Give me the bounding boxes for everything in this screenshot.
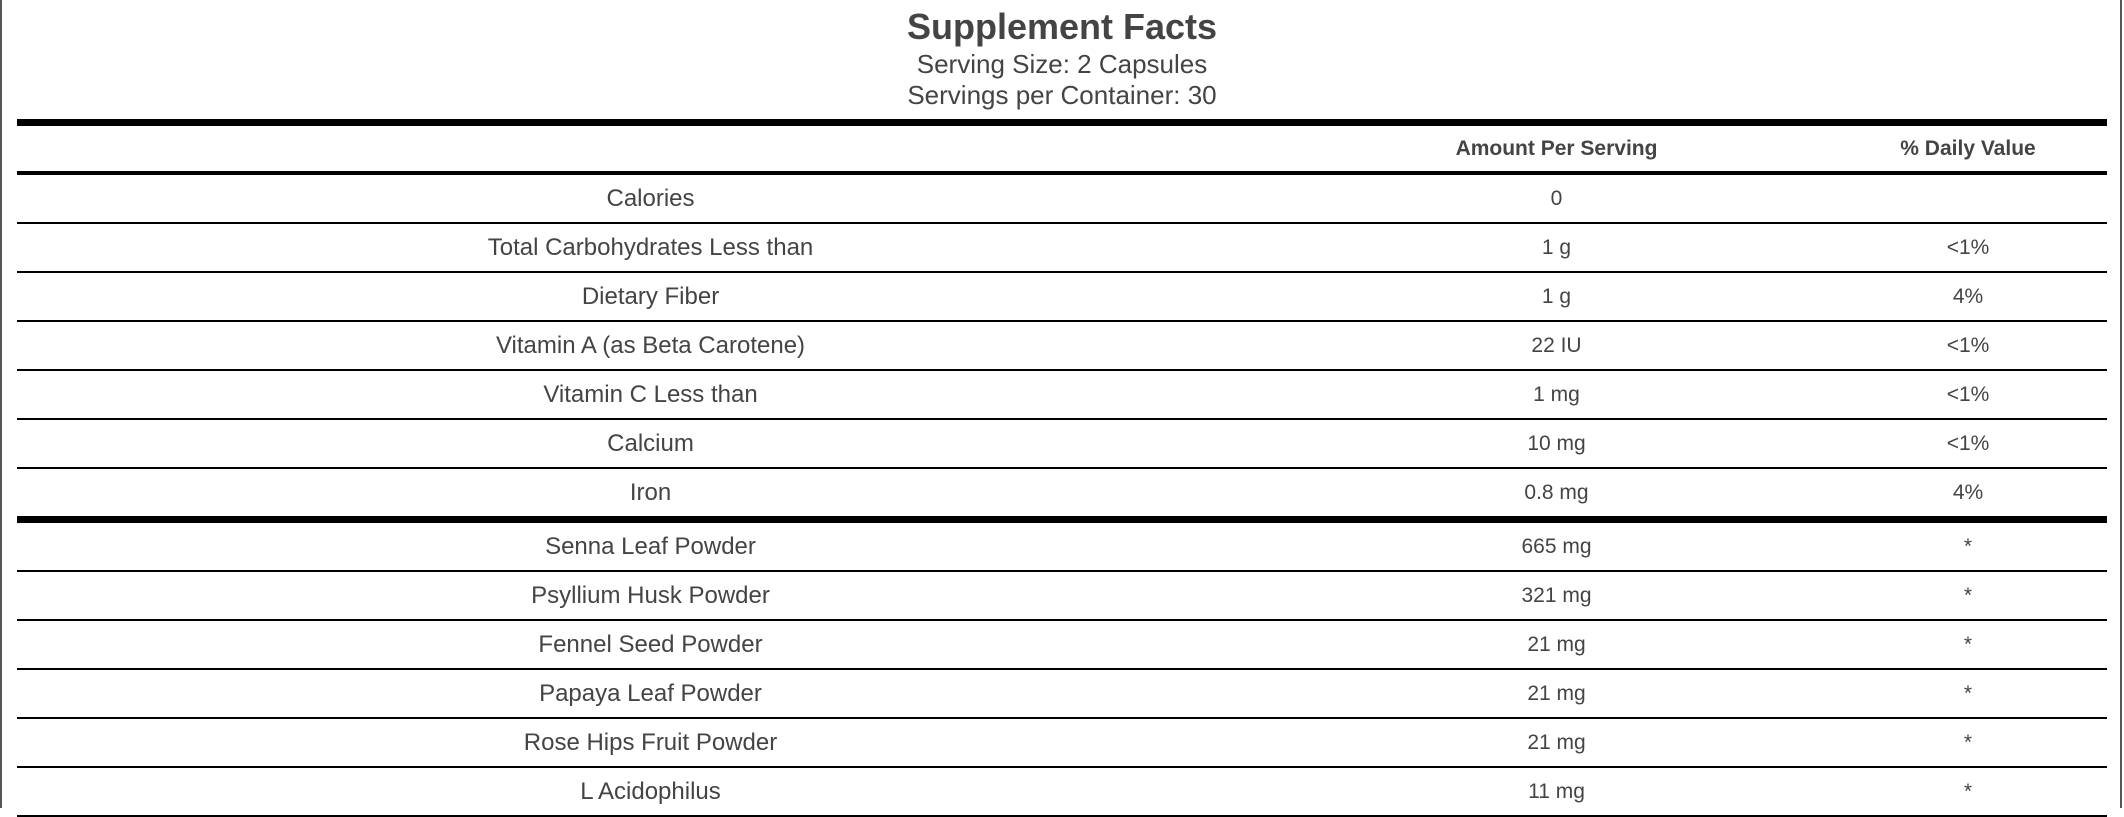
- ingredient-section: [17, 523, 2107, 817]
- daily-value: 4%: [1952, 284, 1984, 308]
- amount-value: 0.8 mg: [1524, 480, 1589, 504]
- amount-value: 1 g: [1541, 235, 1572, 259]
- nutrient-name: Calories: [606, 184, 695, 212]
- amount-value: 11 mg: [1528, 779, 1585, 803]
- daily-value: *: [1963, 534, 1973, 558]
- daily-value: *: [1963, 730, 1973, 754]
- nutrient-name: Psyllium Husk Powder: [531, 581, 770, 609]
- amount-value: 21 mg: [1527, 730, 1586, 754]
- daily-value: *: [1963, 632, 1973, 656]
- nutrient-name: Dietary Fiber: [581, 282, 720, 310]
- divider-section: [17, 516, 2107, 523]
- amount-value: 1 mg: [1533, 382, 1580, 406]
- page-title: Supplement Facts: [906, 6, 1218, 47]
- daily-value: <1%: [1946, 382, 1990, 406]
- amount-value: 1 g: [1541, 284, 1572, 308]
- daily-value: <1%: [1946, 235, 1990, 259]
- amount-value: 0: [1550, 186, 1563, 210]
- daily-value: 4%: [1952, 480, 1984, 504]
- servings-per-container: Servings per Container: 30: [907, 80, 1217, 110]
- daily-value: <1%: [1946, 333, 1990, 357]
- nutrient-name: Calcium: [607, 429, 694, 457]
- table-row: [17, 670, 2107, 717]
- nutrient-name: Senna Leaf Powder: [545, 532, 756, 560]
- serving-size: Serving Size: 2 Capsules: [916, 49, 1208, 79]
- nutrient-name: Iron: [629, 478, 672, 506]
- daily-value: *: [1963, 681, 1973, 705]
- column-header-amount: Amount Per Serving: [1455, 136, 1658, 160]
- column-header-daily-value: % Daily Value: [1900, 136, 2036, 160]
- table-row: [17, 224, 2107, 271]
- table-row: [17, 621, 2107, 668]
- facts-table: [17, 119, 2107, 817]
- amount-value: 21 mg: [1527, 681, 1586, 705]
- table-row: [17, 572, 2107, 619]
- divider-thick: [17, 119, 2107, 126]
- amount-value: 10 mg: [1527, 431, 1586, 455]
- table-row: [17, 322, 2107, 369]
- amount-value: 321 mg: [1521, 583, 1592, 607]
- amount-value: 21 mg: [1527, 632, 1586, 656]
- nutrient-name: Fennel Seed Powder: [538, 630, 763, 658]
- nutrient-name: Total Carbohydrates Less than: [487, 233, 814, 261]
- amount-value: 665 mg: [1521, 534, 1592, 558]
- nutrient-name: Vitamin C Less than: [543, 380, 758, 408]
- amount-value: 22 IU: [1531, 333, 1582, 357]
- daily-value: *: [1963, 779, 1973, 803]
- table-row: [17, 523, 2107, 570]
- table-row: [17, 719, 2107, 766]
- nutrient-name: Vitamin A (as Beta Carotene): [495, 331, 806, 359]
- table-row: [17, 273, 2107, 320]
- daily-value: <1%: [1946, 431, 1990, 455]
- table-row: [17, 469, 2107, 516]
- nutrient-name: Rose Hips Fruit Powder: [523, 728, 778, 756]
- nutrient-name: L Acidophilus: [580, 777, 721, 805]
- nutrient-name: Papaya Leaf Powder: [539, 679, 762, 707]
- table-row: [17, 420, 2107, 467]
- nutrient-section: [17, 175, 2107, 516]
- daily-value: *: [1963, 583, 1973, 607]
- table-row: [17, 175, 2107, 222]
- table-row: [17, 371, 2107, 418]
- table-header-row: [17, 126, 2107, 171]
